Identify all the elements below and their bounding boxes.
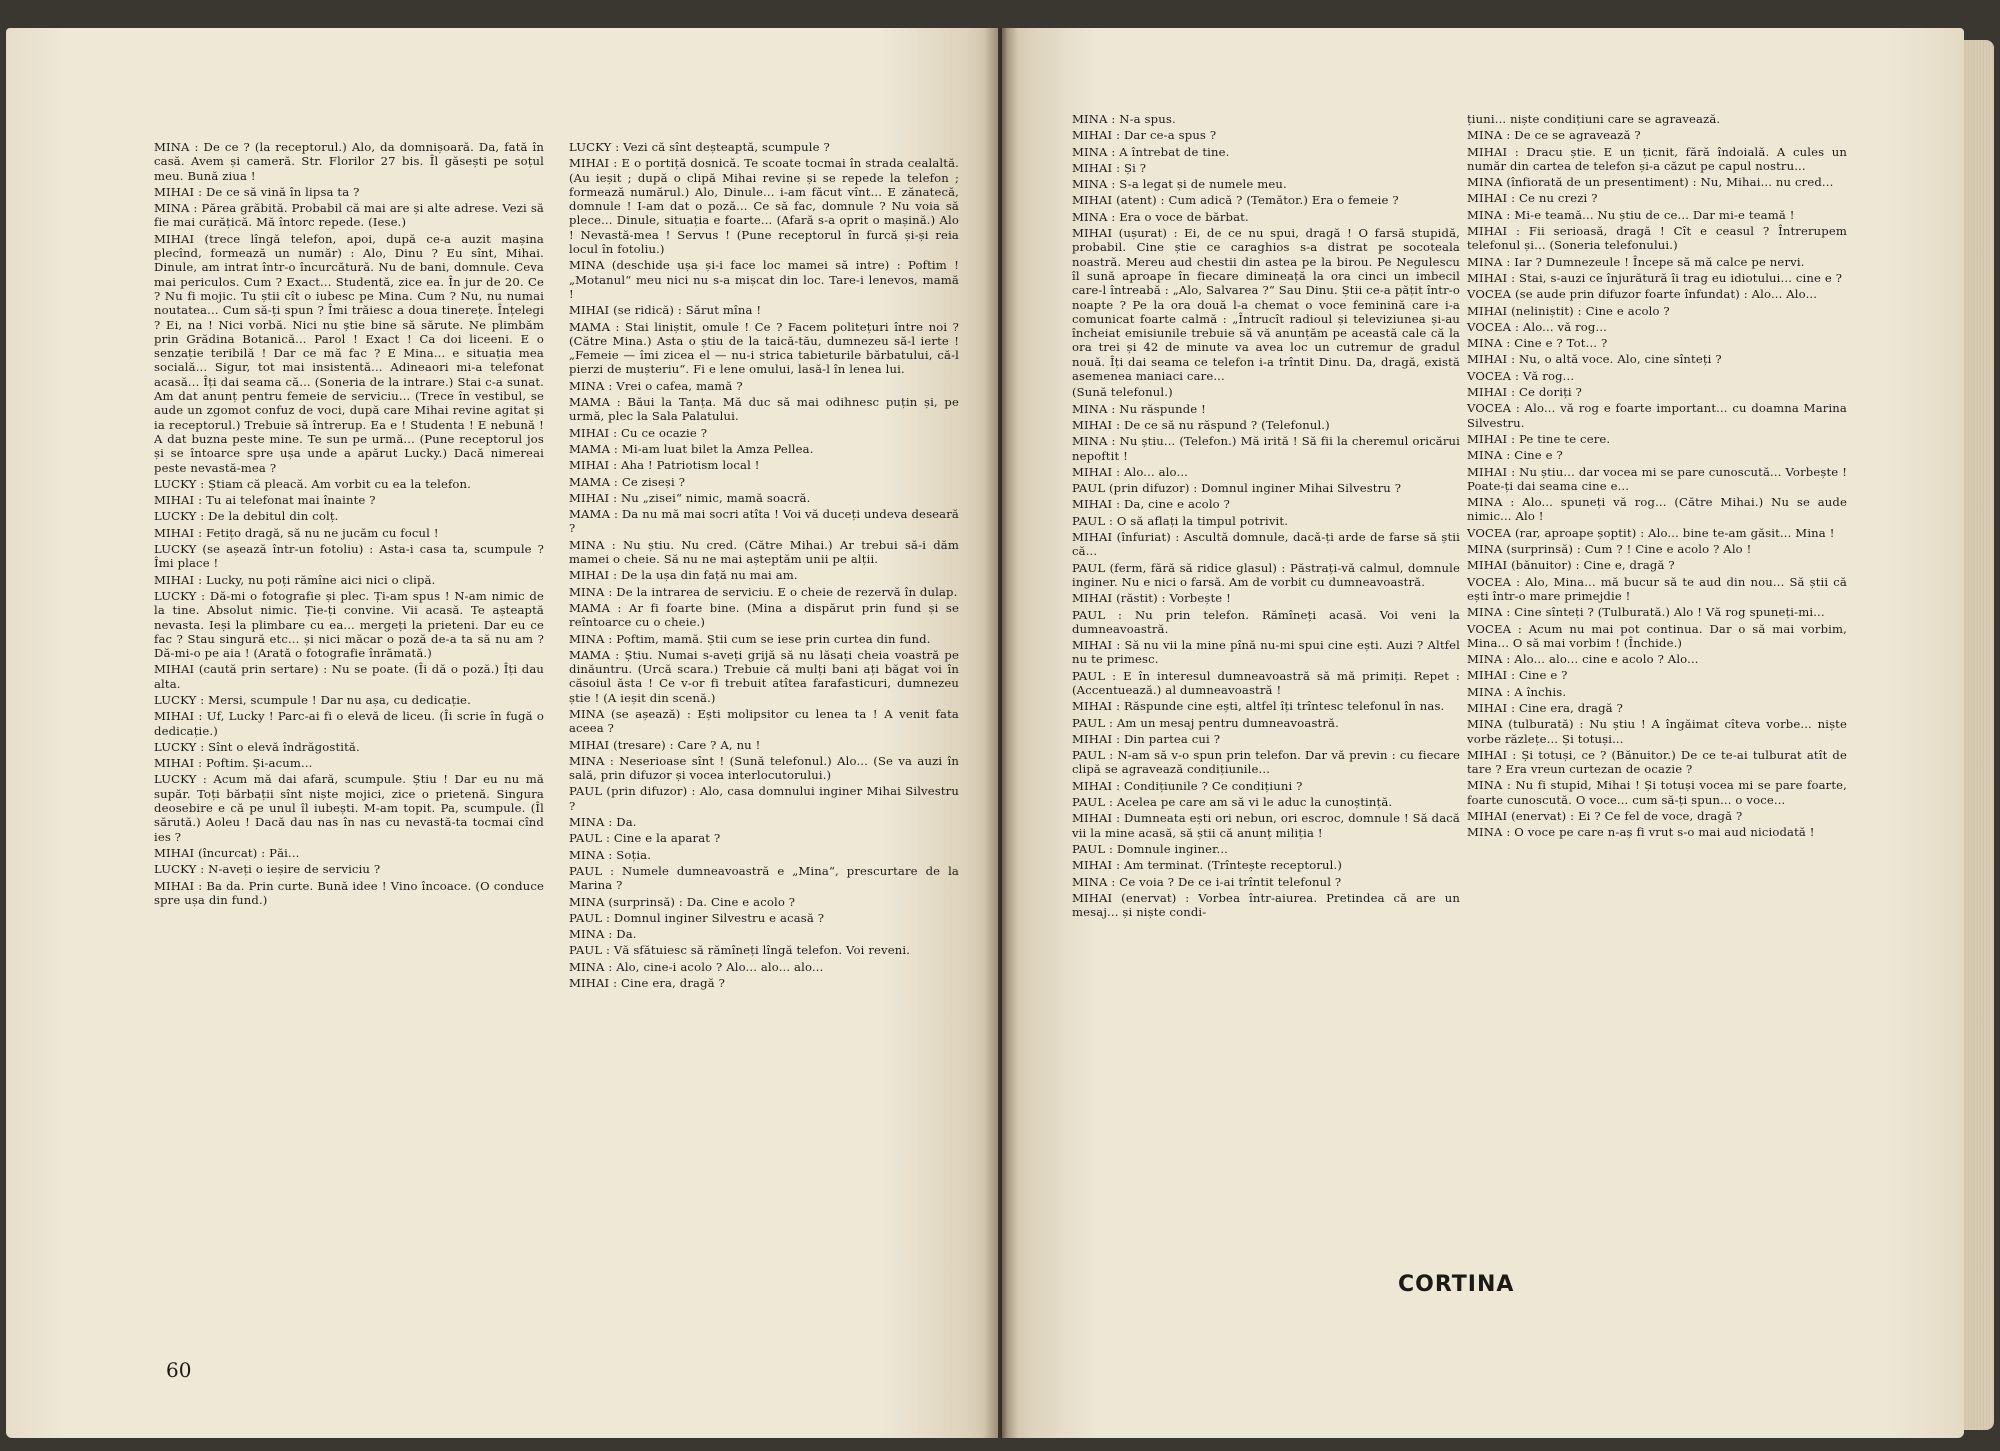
- dialogue-line: MIHAI : Uf, Lucky ! Parc-ai fi o elevă de liceu. (Îi scrie în fugă o dedicație.): [154, 709, 544, 738]
- dialogue-line: LUCKY : Acum mă dai afară, scumpule. Știu ! Dar eu nu mă supăr. Toți bărbații sînt niște mojici, zice o prietenă. Singura deosebire e că pe unul îl iubești. M-am topit. Pa, scumpule. (Îl sărută.) Aoleu ! Dacă dau nas în nas cu nevastă-ta tocmai cînd ies ?: [154, 772, 544, 844]
- dialogue-line: MINA : Cine e ? Tot... ?: [1467, 336, 1608, 351]
- dialogue-line: PAUL : E în interesul dumneavoastră să mă primiți. Repet : (Accentuează.) al dumneavoastră !: [1072, 668, 1460, 697]
- dialogue-line: (Sună telefonul.): [1072, 385, 1173, 400]
- dialogue-line: MIHAI : Ba da. Prin curte. Bună idee ! Vino încoace. (O conduce spre ușa din fund.): [154, 878, 544, 907]
- dialogue-line: MINA : S-a legat și de numele meu.: [1072, 177, 1287, 192]
- dialogue-line: MIHAI (tresare) : Care ? A, nu !: [569, 737, 761, 752]
- dialogue-line: MIHAI (răstit) : Vorbește !: [1072, 591, 1231, 606]
- dialogue-line: MIHAI : Ce doriți ?: [1467, 385, 1582, 400]
- right-page-column-1: [1072, 112, 1460, 921]
- dialogue-line: VOCEA (rar, aproape șoptit) : Alo... bine te-am găsit... Mina !: [1467, 525, 1835, 540]
- dialogue-line: LUCKY : Vezi că sînt deșteaptă, scumpule ?: [569, 140, 830, 154]
- dialogue-line: MIHAI (înfuriat) : Ascultă domnule, dacă-ți arde de farse să știi că...: [1072, 530, 1460, 559]
- dialogue-line: MIHAI : Da, cine e acolo ?: [1072, 497, 1231, 512]
- dialogue-line: MIHAI : Am terminat. (Trîntește receptorul.): [1072, 858, 1343, 873]
- dialogue-line: MIHAI (neliniștit) : Cine e acolo ?: [1467, 303, 1670, 318]
- dialogue-line: PAUL (prin difuzor) : Domnul inginer Mihai Silvestru ?: [1072, 481, 1402, 496]
- dialogue-line: VOCEA : Alo... vă rog...: [1467, 319, 1608, 334]
- dialogue-line: MAMA : Băui la Tanța. Mă duc să mai odihnesc puțin și, pe urmă, plec la Sala Palatului.: [569, 395, 959, 424]
- dialogue-line: MIHAI : Și totuși, ce ? (Bănuitor.) De ce te-ai tulburat atît de tare ? Era vreun curtezan de ocazie ?: [1467, 747, 1847, 777]
- dialogue-line: MIHAI : Nu, o altă voce. Alo, cine sînteți ?: [1467, 352, 1722, 367]
- dialogue-line: MIHAI : Pe tine te cere.: [1467, 431, 1611, 446]
- dialogue-line: MIHAI : Fii serioasă, dragă ! Cît e ceasul ? Întrerupem telefonul și... (Soneria telefonului.): [1467, 224, 1847, 253]
- dialogue-line: PAUL : Vă sfătuiesc să rămîneți lîngă telefon. Voi reveni.: [569, 943, 911, 958]
- dialogue-line: MIHAI : Cine era, dragă ?: [569, 976, 725, 991]
- dialogue-line: MIHAI (atent) : Cum adică ? (Temător.) Era o femeie ?: [1072, 193, 1399, 208]
- dialogue-line: MIHAI : Aha ! Patriotism local !: [569, 458, 760, 473]
- dialogue-line: MINA : O voce pe care n-aș fi vrut s-o mai aud niciodată !: [1467, 825, 1815, 840]
- dialogue-line: MINA : De ce se agravează ?: [1467, 128, 1641, 143]
- dialogue-line: MINA (surprinsă) : Da. Cine e acolo ?: [569, 894, 796, 909]
- dialogue-line: MIHAI (se ridică) : Sărut mîna !: [569, 303, 762, 318]
- dialogue-line: MIHAI : Alo... alo...: [1072, 464, 1188, 479]
- dialogue-line: MINA : Neserioase sînt ! (Sună telefonul.) Alo... (Se va auzi în sală, prin difuzor și vocea interlocutorului.): [569, 753, 959, 783]
- dialogue-line: MIHAI : De ce să vină în lipsa ta ?: [154, 184, 360, 199]
- dialogue-line: țiuni... niște condițiuni care se agravează.: [1467, 112, 1721, 126]
- dialogue-line: MAMA : Ce ziseși ?: [569, 474, 686, 489]
- dialogue-line: MINA : A închis.: [1467, 684, 1567, 699]
- dialogue-line: MIHAI : Nu știu... dar vocea mi se pare cunoscută... Vorbește ! Poate-ți dai seama cine e...: [1467, 464, 1847, 493]
- left-page-column-1: [154, 140, 544, 909]
- dialogue-line: MINA : Nu știu... (Telefon.) Mă irită ! Să fii la cheremul oricărui nepoftit !: [1072, 434, 1460, 463]
- dialogue-line: VOCEA : Acum nu mai pot continua. Dar o să mai vorbim, Mina... O să mai vorbim ! (Închide.): [1467, 621, 1847, 650]
- dialogue-line: LUCKY : De la debitul din colț.: [154, 509, 339, 524]
- dialogue-line: MIHAI : Dumneata ești ori nebun, ori escroc, domnule ! Să dacă vii la mine acasă, să știi că anunț miliția !: [1072, 811, 1460, 840]
- dialogue-line: LUCKY : Mersi, scumpule ! Dar nu așa, cu dedicație.: [154, 692, 471, 707]
- dialogue-line: MINA : Cine sînteți ? (Tulburată.) Alo ! Vă rog spuneți-mi...: [1467, 605, 1825, 620]
- dialogue-line: MINA : De ce ? (la receptorul.) Alo, da domnișoară. Da, fată în casă. Avem și cameră. Str. Florilor 27 bis. Îl găsești pe soțul meu. Bună ziua !: [154, 140, 544, 183]
- dialogue-line: MINA : Nu știu. Nu cred. (Către Mihai.) Ar trebui să-i dăm mamei o cheie. Să nu ne mai așteptăm unii pe alții.: [569, 537, 959, 567]
- dialogue-line: MIHAI : Cine era, dragă ?: [1467, 700, 1623, 715]
- dialogue-line: MINA : Cine e ?: [1467, 448, 1563, 463]
- dialogue-line: MIHAI : De ce să nu răspund ? (Telefonul.): [1072, 417, 1330, 432]
- dialogue-line: PAUL : Domnul inginer Silvestru e acasă ?: [569, 910, 825, 925]
- page-edges: [1964, 40, 1994, 1430]
- dialogue-line: MINA : Ce voia ? De ce i-ai trîntit telefonul ?: [1072, 874, 1342, 889]
- dialogue-line: MIHAI : Lucky, nu poți rămîne aici nici o clipă.: [154, 572, 436, 587]
- dialogue-line: MINA : Nu răspunde !: [1072, 401, 1206, 416]
- dialogue-line: MINA : Alo... alo... cine e acolo ? Alo...: [1467, 652, 1699, 667]
- dialogue-line: MIHAI (ușurat) : Ei, de ce nu spui, dragă ! O farsă stupidă, probabil. Cine știe ce caraghios s-a distrat pe socoteala noastră. Mereu aud chestii din astea pe la birou. Pe Negulescu îl sună aproape în fiecare dimineață la ora cinci un imbecil care-l întreabă : „Alo, Salvarea ?“ Sau Dinu. Știi ce-a pățit într-o noapte ? Pe la ora două l-a chemat o voce feminină care i-a comunicat foarte calmă : „Întrucît radioul și televiziunea și-au încheiat emisiunile trebuie să vă anunțăm pe această cale că la ora trei și 42 de minute va avea loc un cutremur de gradul nouă. Îți dai seama ce telefon i-a trîntit Dinu. Da, dragă, există asemenea maniaci care...: [1072, 226, 1460, 384]
- dialogue-line: MIHAI : Stai, s-auzi ce înjurătură îi trag eu idiotului... cine e ?: [1467, 270, 1843, 285]
- dialogue-line: MINA : Părea grăbită. Probabil că mai are și alte adrese. Vezi să fie mai curățică. Mă întorc repede. (Iese.): [154, 201, 544, 230]
- dialogue-line: LUCKY : Dă-mi o fotografie și plec. Ți-am spus ! N-am nimic de la tine. Absolut nimic. Ție-ți convine. Vii acasă. Te așteaptă nevasta. Ieși la plimbare cu ea... mergeți la prieteni. Dar eu ce fac ? Stau singură etc... și nici măcar o poză de-a ta să nu am ? Dă-mi-o pe aia ! (Arată o fotografie înrămată.): [154, 588, 544, 661]
- dialogue-line: MINA : Vrei o cafea, mamă ?: [569, 378, 743, 393]
- dialogue-line: PAUL : Numele dumneavoastră e „Mina“, prescurtare de la Marina ?: [569, 863, 959, 893]
- dialogue-line: PAUL : Acelea pe care am să vi le aduc la cunoștință.: [1072, 795, 1393, 810]
- dialogue-line: PAUL (prin difuzor) : Alo, casa domnului inginer Mihai Silvestru ?: [569, 784, 959, 813]
- dialogue-line: VOCEA : Vă rog...: [1467, 368, 1575, 383]
- dialogue-line: MIHAI : Dar ce-a spus ?: [1072, 128, 1217, 143]
- dialogue-line: PAUL : Cine e la aparat ?: [569, 831, 721, 846]
- dialogue-line: MIHAI (enervat) : Ei ? Ce fel de voce, dragă ?: [1467, 809, 1743, 824]
- dialogue-line: MINA : Era o voce de bărbat.: [1072, 209, 1249, 224]
- dialogue-line: MIHAI : Să nu vii la mine pînă nu-mi spui cine ești. Auzi ? Altfel nu te primesc.: [1072, 638, 1460, 667]
- dialogue-line: MAMA : Da nu mă mai socri atîta ! Voi vă duceți undeva deseară ?: [569, 507, 959, 536]
- dialogue-line: MINA (se așează) : Ești molipsitor cu lenea ta ! A venit fata aceea ?: [569, 706, 959, 736]
- dialogue-line: PAUL : Am un mesaj pentru dumneavoastră.: [1072, 715, 1339, 730]
- dialogue-line: LUCKY : Sînt o elevă îndrăgostită.: [154, 739, 360, 754]
- dialogue-line: MINA : Soția.: [569, 847, 652, 862]
- dialogue-line: LUCKY : Știam că pleacă. Am vorbit cu ea la telefon.: [154, 476, 471, 491]
- dialogue-line: MIHAI : Cu ce ocazie ?: [569, 425, 708, 440]
- dialogue-line: PAUL : N-am să v-o spun prin telefon. Dar vă previn : cu fiecare clipă se agravează condițiunile...: [1072, 748, 1460, 777]
- dialogue-line: MIHAI : Ce nu crezi ?: [1467, 191, 1598, 206]
- dialogue-line: MIHAI : Și ?: [1072, 160, 1147, 175]
- dialogue-line: PAUL (ferm, fără să ridice glasul) : Păstrați-vă calmul, domnule inginer. Nu e nici o farsă. Am de vorbit cu dumneavoastră.: [1072, 560, 1460, 589]
- dialogue-line: MIHAI : E o portiță dosnică. Te scoate tocmai în strada cealaltă. (Au ieșit ; după o clipă Mihai revine și se repede la telefon ; formează numărul.) Alo, Dinule... i-am făcut vînt... E zănatecă, domnule ! I-am dat o poză... Ce să fac, domnule ? Nu voia să plece... Dinule, situația e foarte... (Afară s-a oprit o mașină.) Alo ! Nevastă-mea ! Servus ! (Pune receptorul în furcă și-și reia locul în fotoliu.): [569, 156, 959, 257]
- right-page-column-2: [1467, 112, 1847, 842]
- dialogue-line: MIHAI : Cine e ?: [1467, 668, 1568, 683]
- left-page-column-2: [569, 140, 959, 992]
- dialogue-line: VOCEA (se aude prin difuzor foarte înfundat) : Alo... Alo...: [1467, 287, 1818, 302]
- dialogue-line: MINA : Alo, cine-i acolo ? Alo... alo... alo...: [569, 959, 824, 974]
- dialogue-line: MINA : N-a spus.: [1072, 112, 1176, 126]
- dialogue-line: LUCKY (se așează într-un fotoliu) : Asta-i casa ta, scumpule ? Îmi place !: [154, 542, 544, 571]
- dialogue-line: MIHAI : Nu „zisei“ nimic, mamă soacră.: [569, 490, 811, 505]
- dialogue-line: MIHAI : Fetițo dragă, să nu ne jucăm cu focul !: [154, 525, 439, 540]
- dialogue-line: MIHAI : Condițiunile ? Ce condițiuni ?: [1072, 778, 1303, 793]
- dialogue-line: VOCEA : Alo... vă rog e foarte important... cu doamna Marina Silvestru.: [1467, 401, 1847, 430]
- dialogue-line: MINA : De la intrarea de serviciu. E o cheie de rezervă în dulap.: [569, 584, 958, 599]
- dialogue-line: MINA (tulburată) : Nu știu ! A îngăimat cîteva vorbe... niște vorbe răzlețe... Și totuși...: [1467, 717, 1847, 746]
- dialogue-line: MINA : Da.: [569, 815, 637, 830]
- dialogue-line: MIHAI (încurcat) : Păi...: [154, 845, 300, 860]
- dialogue-line: MINA (deschide ușa și-i face loc mamei să intre) : Poftim ! „Motanul“ meu nici nu s-a mișcat din loc. Tare-i lenevos, mamă !: [569, 258, 959, 301]
- page-number: 60: [166, 1358, 192, 1382]
- dialogue-line: MAMA : Ar fi foarte bine. (Mina a dispărut prin fund și se reîntoarce cu o cheie.): [569, 600, 959, 630]
- dialogue-line: LUCKY : N-aveți o ieșire de serviciu ?: [154, 862, 381, 877]
- dialogue-line: MIHAI (caută prin sertare) : Nu se poate. (Îi dă o poză.) Îți dau alta.: [154, 662, 544, 691]
- dialogue-line: VOCEA : Alo, Mina... mă bucur să te aud din nou... Să știi că ești într-o mare primejdie !: [1467, 574, 1847, 603]
- dialogue-line: MINA : Poftim, mamă. Știi cum se iese prin curtea din fund.: [569, 631, 931, 646]
- dialogue-line: MAMA : Știu. Numai s-aveți grijă să nu lăsați cheia voastră pe dinăuntru. (Urcă scara.) Trebuie că mulți bani ați băgat voi în căsoiul ăsta ! Ce v-or fi trebuit atîtea farafasticuri, dumnezeu știe ! (A ieșit din scenă.): [569, 647, 959, 705]
- dialogue-line: MIHAI : Dracu știe. E un țicnit, fără îndoială. A cules un număr din cartea de telefon și-a căzut pe capul nostru...: [1467, 144, 1847, 173]
- dialogue-line: PAUL : Domnule inginer...: [1072, 841, 1229, 856]
- dialogue-line: MAMA : Stai liniștit, omule ! Ce ? Facem politețuri între noi ? (Către Mina.) Asta o știu de la taică-tău, dumnezeu să-l ierte ! „Femeie — îmi zicea el — nu-i strica tabieturile bărbatului, că-l pierzi de mușteriu“. Fi e lene omului, lasă-l în lenea lui.: [569, 319, 959, 377]
- dialogue-line: MINA : Iar ? Dumnezeule ! Începe să mă calce pe nervi.: [1467, 254, 1805, 269]
- dialogue-line: MIHAI : Tu ai telefonat mai înainte ?: [154, 493, 376, 508]
- dialogue-line: MIHAI : De la ușa din față nu mai am.: [569, 568, 798, 583]
- dialogue-line: MINA : Alo... spuneți vă rog... (Către Mihai.) Nu se aude nimic... Alo !: [1467, 495, 1847, 524]
- closing-word: CORTINA: [1398, 1272, 1515, 1297]
- dialogue-line: MINA : Mi-e teamă... Nu știu de ce... Dar mi-e teamă !: [1467, 207, 1795, 222]
- dialogue-line: MIHAI : Poftim. Și-acum...: [154, 756, 313, 771]
- dialogue-line: MIHAI (bănuitor) : Cine e, dragă ?: [1467, 558, 1675, 573]
- dialogue-line: MIHAI : Răspunde cine ești, altfel îți trîntesc telefonul în nas.: [1072, 699, 1445, 714]
- left-page: [6, 28, 998, 1438]
- dialogue-line: MINA (înfiorată de un presentiment) : Nu, Mihai... nu cred...: [1467, 175, 1834, 190]
- dialogue-line: MINA : A întrebat de tine.: [1072, 144, 1230, 159]
- dialogue-line: MIHAI (trece lîngă telefon, apoi, după ce-a auzit mașina plecînd, formează un număr) : Alo, Dinu ? Eu sînt, Mihai. Dinule, am intrat într-o încurcătură. Nu de bani, domnule. Ceva mai periculos. Cum ? Exact... Studentă, zice ea. În jur de 20. Ce ? Nu fi mojic. Tu știi cît o iubesc pe Mina. Cum ? Nu, nu numai noutatea... Cum să-ți spun ? Îmi trăiesc a doua tinerețe. Înțelegi ? Ei, na ! Nici vorbă. Nici nu știe bine să sărute. Ne plimbăm prin Grădina Botanică... Parol ! Exact ! Ca doi liceeni. E o senzație teribilă ! Dar ce mă fac ? E Mina... e situația mea socială... Sigur, tot mai insistentă... Adineaori mi-a telefonat acasă... Îți dai seama că... (Soneria de la intrare.) Stai c-a sunat. Am dat anunț pentru femeie de serviciu... (Trece în vestibul, se aude un zgomot confuz de voci, după care Mihai revine agitat și ia receptorul.) Trebuie să întrerup. Ea e ! Studenta ! E nebună ! A dat buzna peste mine. Te sun pe urmă... (Pune receptorul jos și se întoarce spre ușa unde a apărut Lucky.) Dacă nimereai peste nevastă-mea ?: [154, 231, 544, 475]
- dialogue-line: MIHAI : Din partea cui ?: [1072, 731, 1221, 746]
- dialogue-line: MINA : Da.: [569, 927, 637, 942]
- dialogue-line: MINA : Nu fi stupid, Mihai ! Și totuși vocea mi se pare foarte, foarte cunoscută. O voce... cum să-ți spun... o voce...: [1467, 778, 1847, 807]
- dialogue-line: MAMA : Mi-am luat bilet la Amza Pellea.: [569, 441, 814, 456]
- dialogue-line: MIHAI (enervat) : Vorbea într-aiurea. Pretindea că are un mesaj... și niște condi-: [1072, 890, 1460, 920]
- dialogue-line: PAUL : O să aflați la timpul potrivit.: [1072, 513, 1289, 528]
- dialogue-line: MINA (surprinsă) : Cum ? ! Cine e acolo ? Alo !: [1467, 542, 1752, 557]
- dialogue-line: PAUL : Nu prin telefon. Rămîneți acasă. Voi veni la dumneavoastră.: [1072, 607, 1460, 636]
